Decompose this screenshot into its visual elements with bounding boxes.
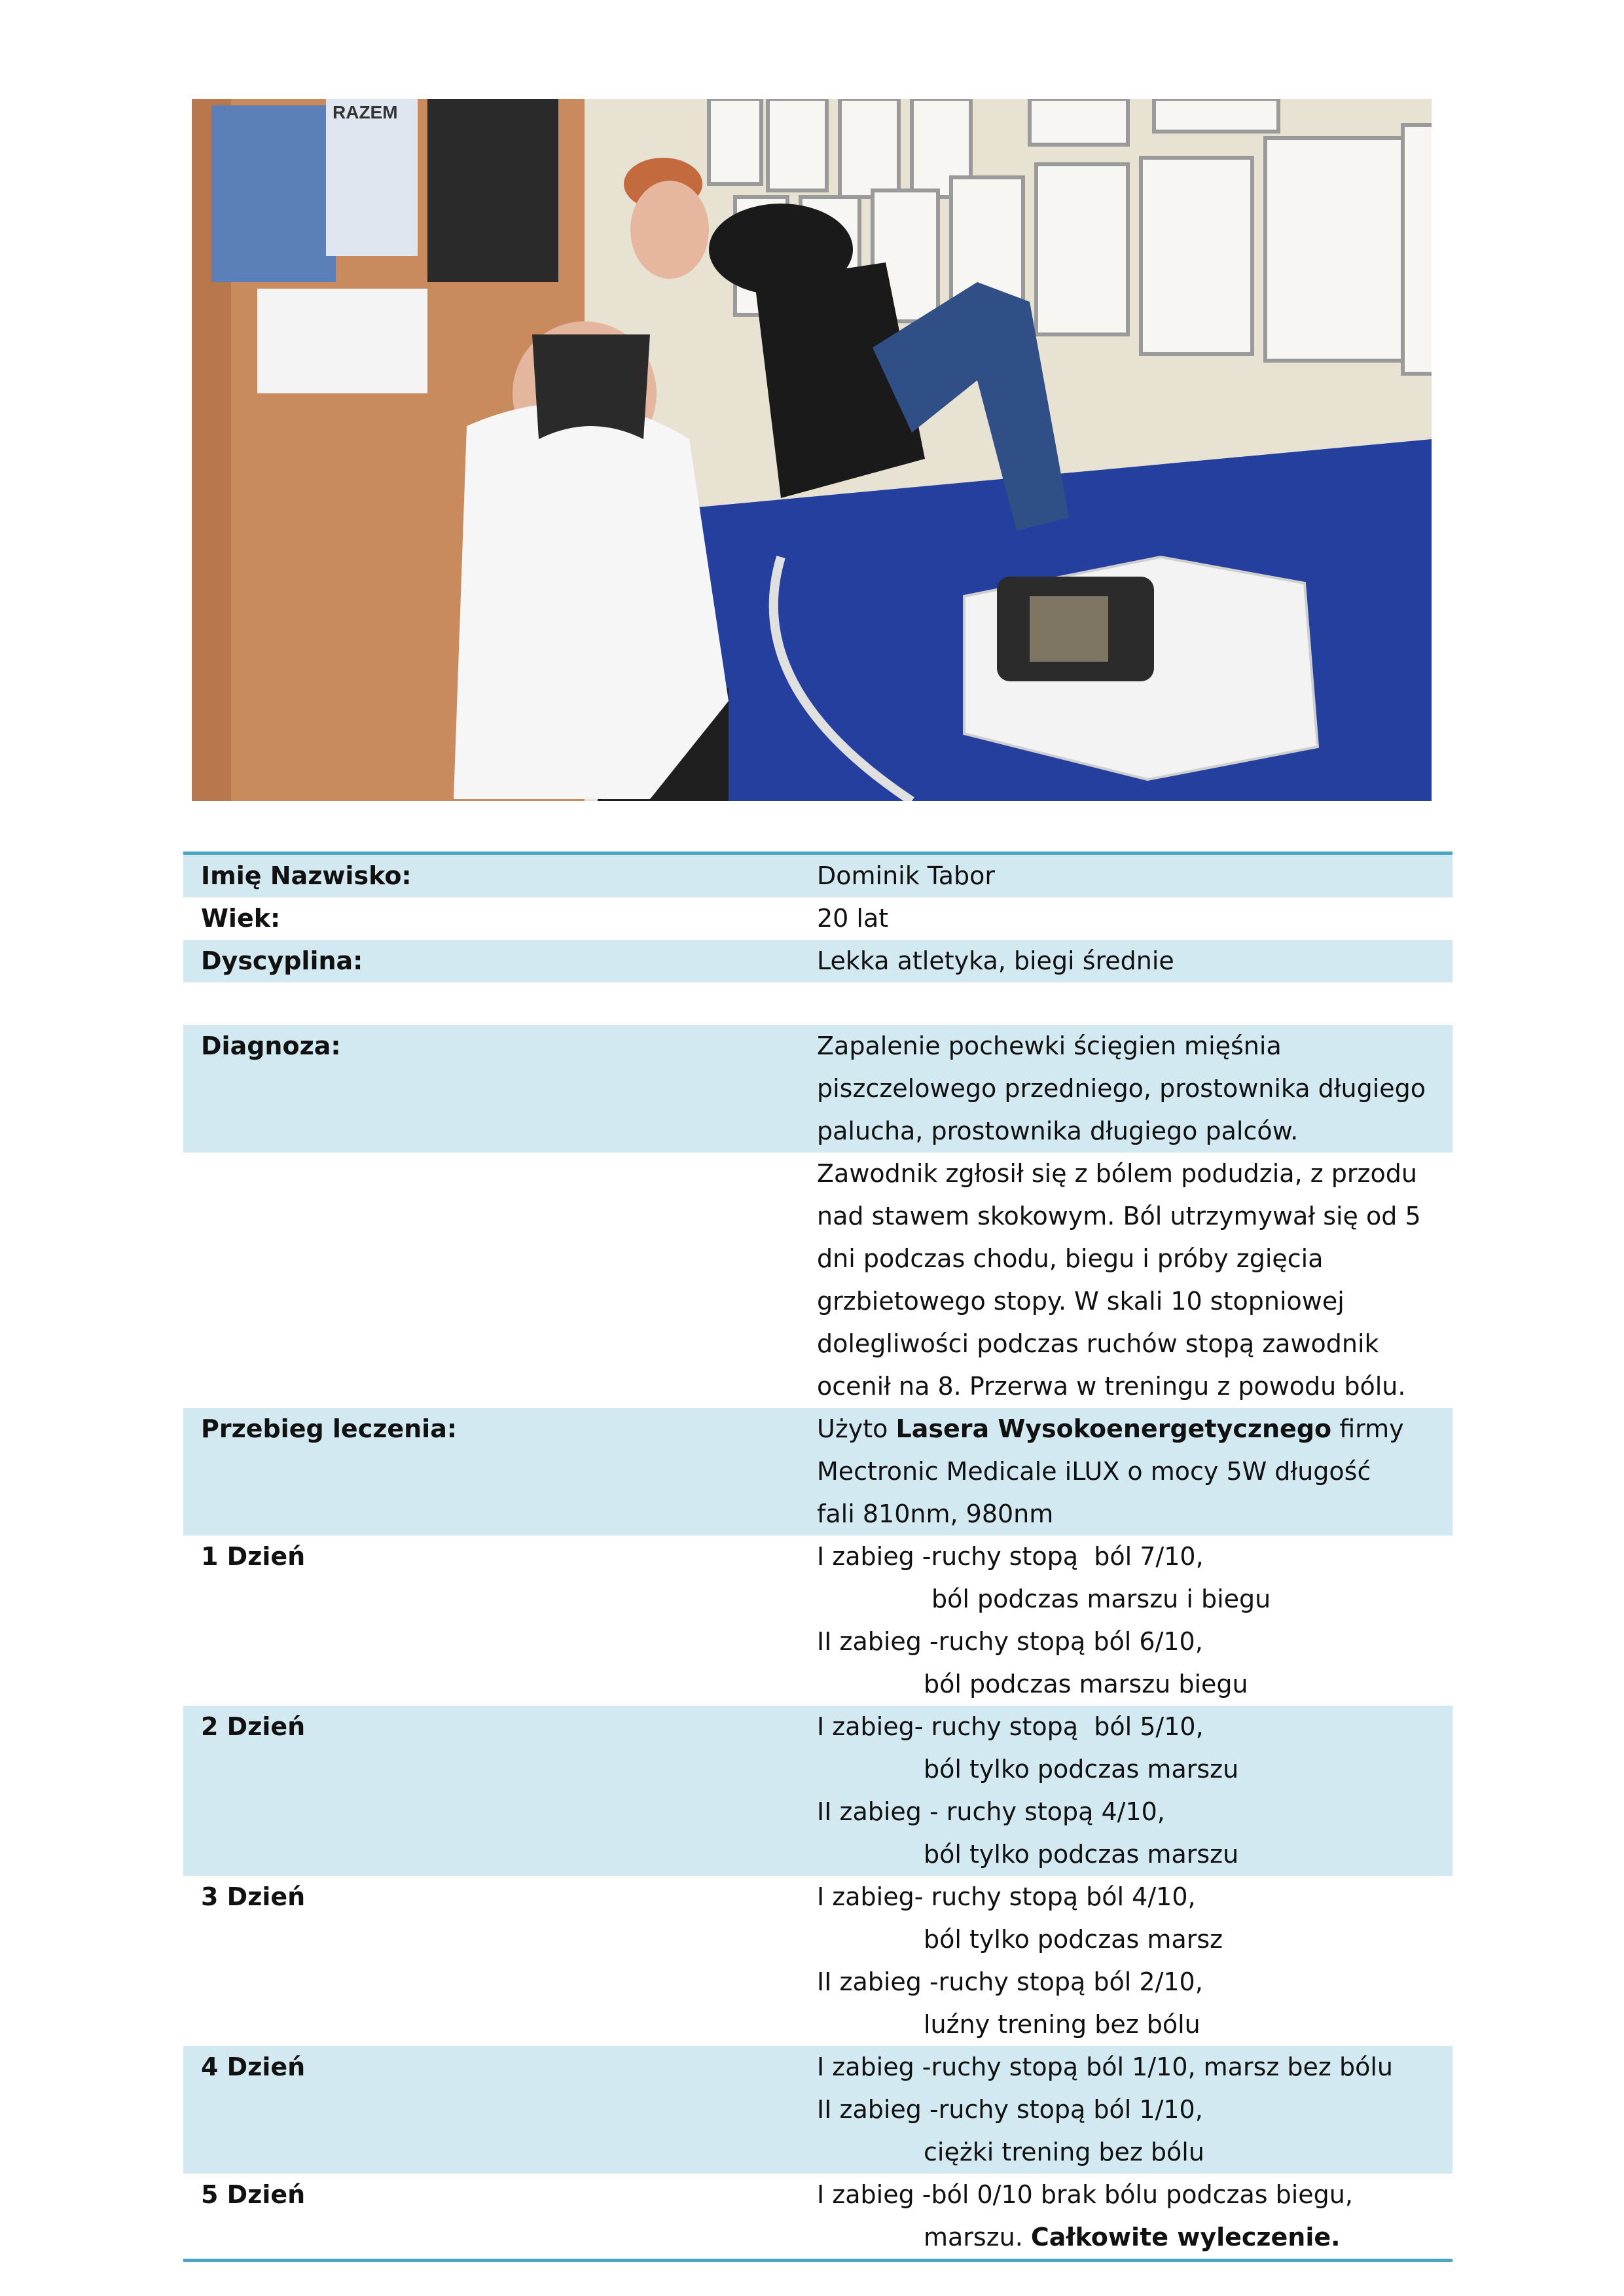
poster <box>211 105 336 282</box>
text: II zabieg - ruchy stopą 4/10, <box>817 1797 1165 1826</box>
value-line <box>817 1961 1453 2003</box>
text: firmy <box>1331 1414 1404 1443</box>
jersey <box>427 99 558 282</box>
value-line <box>817 2003 1453 2046</box>
value-line <box>817 2046 1453 2089</box>
text: I zabieg -ruchy stopą ból 7/10, <box>817 1542 1204 1571</box>
value-line <box>817 1791 1453 1833</box>
row-label: Imię Nazwisko: <box>201 861 412 890</box>
text: 20 lat <box>817 904 889 933</box>
value-line <box>817 1833 1453 1876</box>
row-label: 5 Dzień <box>201 2180 306 2209</box>
text <box>817 989 825 1018</box>
text: Dominik Tabor <box>817 861 996 890</box>
value-line <box>817 940 1453 982</box>
text: I zabieg- ruchy stopą ból 5/10, <box>817 1712 1204 1741</box>
value-line <box>817 1621 1453 1663</box>
text: II zabieg -ruchy stopą ból 2/10, <box>817 1967 1203 1996</box>
table-row <box>183 1025 1453 1153</box>
table-row <box>183 2174 1453 2259</box>
row-label <box>183 1153 817 1408</box>
value-line <box>817 1663 1453 1706</box>
row-value <box>817 982 1453 1025</box>
row-value <box>817 2174 1453 2259</box>
text: ból podczas marszu i biegu <box>931 1585 1271 1613</box>
text: Zawodnik zgłosił się z bólem podudzia, z przodu <box>817 1159 1417 1188</box>
value-line <box>817 2131 1453 2174</box>
text: ból tylko podczas marszu <box>924 1840 1239 1869</box>
row-label <box>183 982 817 1025</box>
table-row <box>183 1535 1453 1706</box>
value-line <box>817 1323 1453 1365</box>
text: Lekka atletyka, biegi średnie <box>817 946 1174 975</box>
text: dni podczas chodu, biegu i próby zgięcia <box>817 1244 1324 1273</box>
row-value <box>817 940 1453 982</box>
table-row <box>183 982 1453 1025</box>
text: I zabieg -ból 0/10 brak bólu podczas biegu, <box>817 2180 1353 2209</box>
text: Mectronic Medicale iLUX o mocy 5W długość <box>817 1457 1371 1486</box>
text: luźny trening bez bólu <box>924 2010 1200 2039</box>
value-line <box>817 1748 1453 1791</box>
text: I zabieg- ruchy stopą ból 4/10, <box>817 1882 1196 1911</box>
value-line <box>817 1280 1453 1323</box>
row-value <box>817 1535 1453 1706</box>
row-value <box>817 1706 1453 1876</box>
value-line <box>817 1365 1453 1408</box>
value-line <box>817 1535 1453 1578</box>
text: dolegliwości podczas ruchów stopą zawodnik <box>817 1329 1379 1358</box>
table-row <box>183 897 1453 940</box>
text: marszu. <box>924 2223 1031 2251</box>
patient-case-table <box>183 852 1453 2262</box>
value-line <box>817 2216 1453 2259</box>
value-line <box>817 1918 1453 1961</box>
value-line <box>817 1153 1453 1195</box>
text: palucha, prostownika długiego palców. <box>817 1117 1299 1145</box>
value-line <box>817 2089 1453 2131</box>
table-row <box>183 1153 1453 1408</box>
value-line <box>817 1706 1453 1748</box>
row-value <box>817 1153 1453 1408</box>
value-line <box>817 855 1453 897</box>
row-label: Diagnoza: <box>201 1031 341 1060</box>
value-line <box>817 1876 1453 1918</box>
row-label: 3 Dzień <box>201 1882 306 1911</box>
value-line <box>817 1067 1453 1110</box>
row-label: 4 Dzień <box>201 2053 306 2081</box>
value-line <box>817 1238 1453 1280</box>
text: Użyto <box>817 1414 896 1443</box>
value-line <box>817 1493 1453 1535</box>
text: II zabieg -ruchy stopą ból 1/10, <box>817 2095 1203 2124</box>
table-row <box>183 2046 1453 2174</box>
row-value <box>817 1876 1453 2046</box>
row-label: Dyscyplina: <box>201 946 363 975</box>
row-label: 1 Dzień <box>201 1542 306 1571</box>
poster-text: RAZEM <box>333 102 398 122</box>
bold-text: Całkowite wyleczenie. <box>1030 2223 1341 2251</box>
table-row <box>183 1408 1453 1535</box>
value-line <box>817 2174 1453 2216</box>
value-line <box>817 897 1453 940</box>
row-value <box>817 1025 1453 1153</box>
treatment-photo <box>192 99 1432 801</box>
value-line <box>817 1195 1453 1238</box>
value-line <box>817 1025 1453 1067</box>
value-line <box>817 1408 1453 1450</box>
row-value <box>817 897 1453 940</box>
text: II zabieg -ruchy stopą ból 6/10, <box>817 1627 1203 1656</box>
therapist <box>454 403 729 799</box>
text: I zabieg -ruchy stopą ból 1/10, marsz bez bólu <box>817 2053 1393 2081</box>
table-row <box>183 1706 1453 1876</box>
value-line <box>817 1110 1453 1153</box>
text: ciężki trening bez bólu <box>924 2138 1204 2166</box>
text: nad stawem skokowym. Ból utrzymywał się od 5 <box>817 1202 1421 1230</box>
text: Zapalenie pochewki ścięgien mięśnia <box>817 1031 1282 1060</box>
text: grzbietowego stopy. W skali 10 stopniowej <box>817 1287 1344 1316</box>
text: piszczelowego przedniego, prostownika długiego <box>817 1074 1426 1103</box>
table-row <box>183 940 1453 982</box>
table-row <box>183 1876 1453 2046</box>
text: ból tylko podczas marszu <box>924 1755 1239 1784</box>
bold-text: Lasera Wysokoenergetycznego <box>895 1414 1332 1443</box>
value-line <box>817 1578 1453 1621</box>
row-value <box>817 855 1453 897</box>
row-value <box>817 2046 1453 2174</box>
row-value <box>817 1408 1453 1535</box>
text: ból podczas marszu biegu <box>924 1670 1248 1698</box>
photo-illustration <box>192 99 1432 801</box>
text: ocenił na 8. Przerwa w treningu z powodu bólu. <box>817 1372 1406 1401</box>
value-line <box>817 982 1453 1025</box>
table-row <box>183 855 1453 897</box>
value-line <box>817 1450 1453 1493</box>
row-label: Wiek: <box>201 904 281 933</box>
row-label: 2 Dzień <box>201 1712 306 1741</box>
row-label: Przebieg leczenia: <box>201 1414 458 1443</box>
text: fali 810nm, 980nm <box>817 1499 1054 1528</box>
text: ból tylko podczas marsz <box>924 1925 1223 1954</box>
